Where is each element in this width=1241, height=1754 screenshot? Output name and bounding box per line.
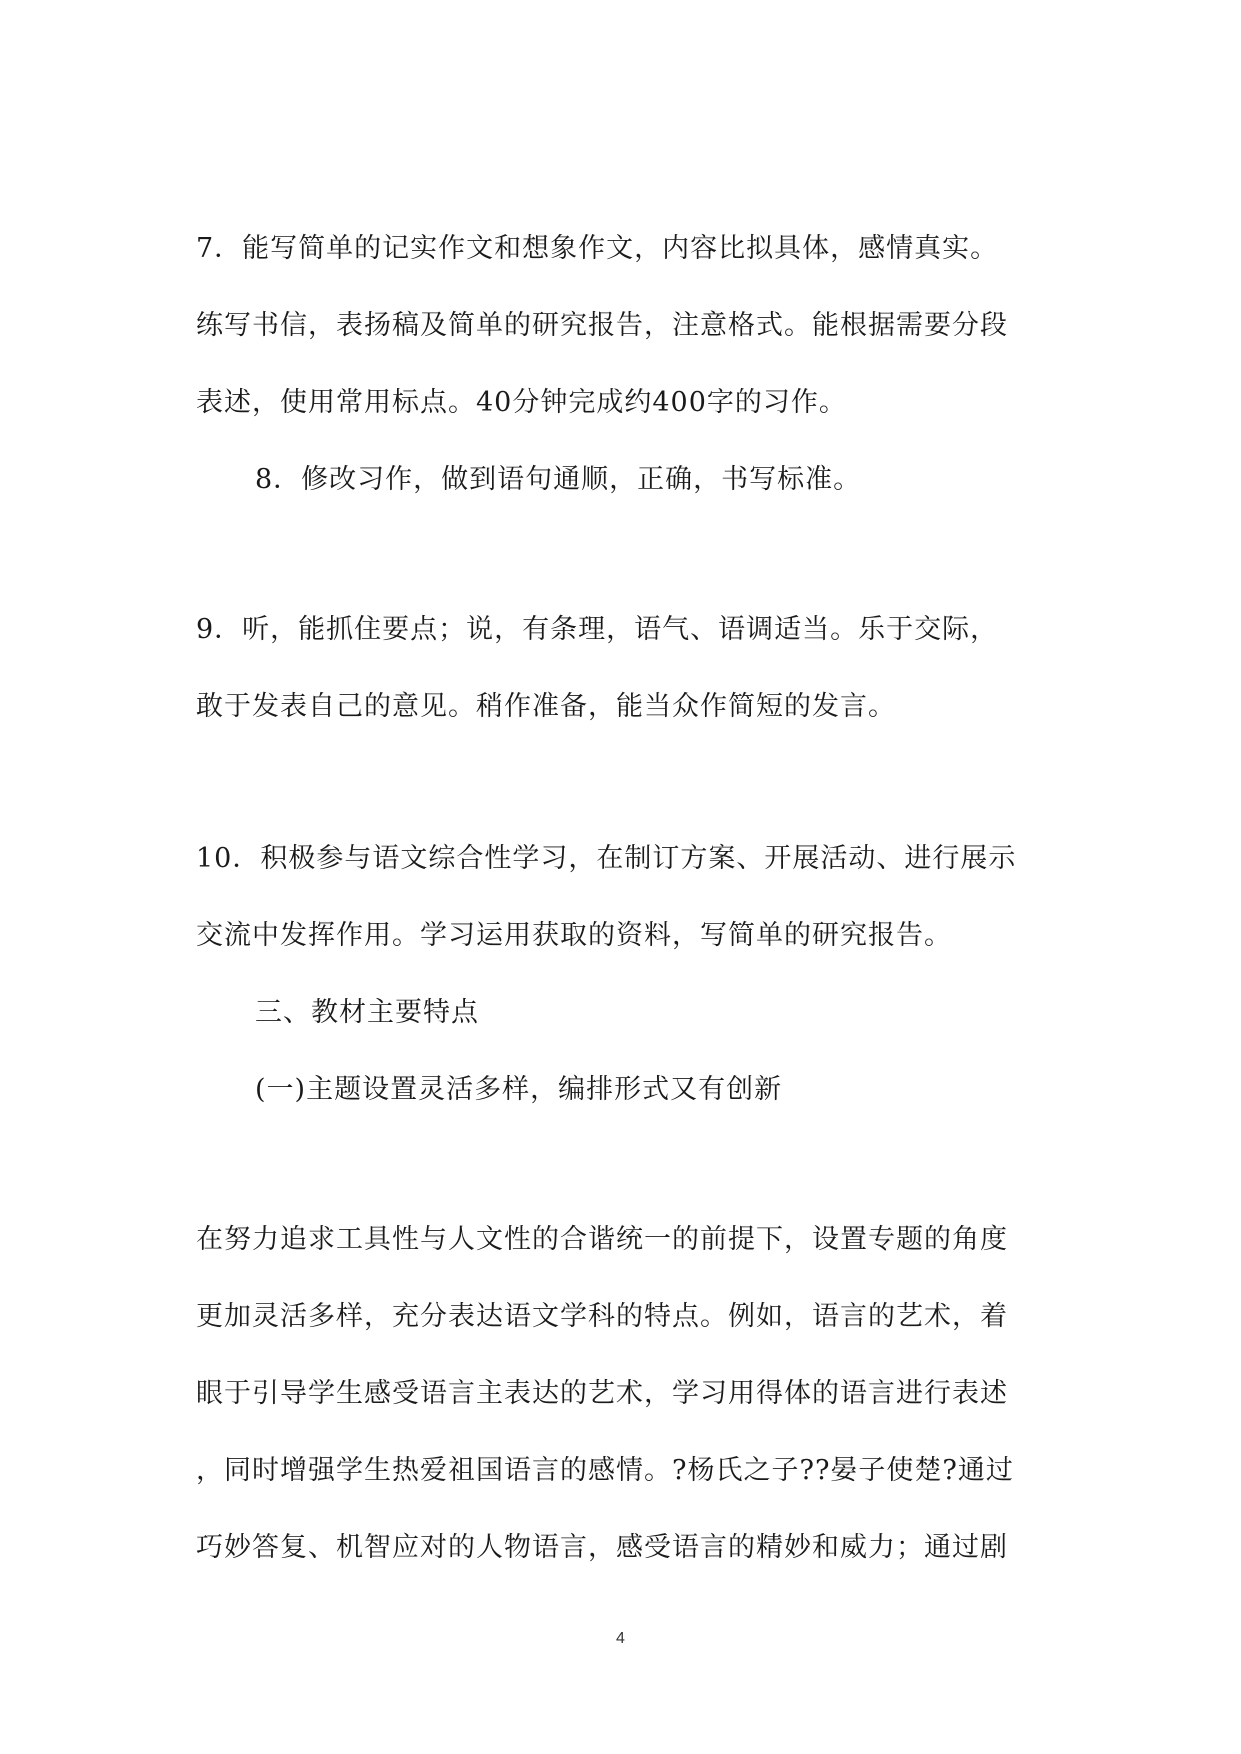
paragraph-line: 8．修改习作，做到语句通顺，正确，书写标准。 [255,464,862,495]
paragraph-line: 在努力追求工具性与人文性的合谐统一的前提下，设置专题的角度 [196,1224,1008,1255]
subsection-heading: (一)主题设置灵活多样，编排形式又有创新 [255,1074,783,1105]
paragraph-line: 交流中发挥作用。学习运用获取的资料，写简单的研究报告。 [196,920,952,951]
paragraph-line: 9．听，能抓住要点；说，有条理，语气、语调适当。乐于交际， [196,614,999,645]
paragraph-line: 更加灵活多样，充分表达语文学科的特点。例如，语言的艺术，着 [196,1301,1008,1332]
paragraph-line: 练写书信，表扬稿及简单的研究报告，注意格式。能根据需要分段 [196,310,1008,341]
paragraph-line: 敢于发表自己的意见。稍作准备，能当众作简短的发言。 [196,691,896,722]
paragraph-line: 7．能写简单的记实作文和想象作文，内容比拟具体，感情真实。 [196,233,999,264]
paragraph-line: 表述，使用常用标点。40分钟完成约400字的习作。 [196,387,847,418]
paragraph-line: 10．积极参与语文综合性学习，在制订方案、开展活动、进行展示 [196,843,1017,874]
paragraph-line: 眼于引导学生感受语言主表达的艺术，学习用得体的语言进行表述 [196,1378,1008,1409]
paragraph-line: 巧妙答复、机智应对的人物语言，感受语言的精妙和威力；通过剧 [196,1532,1008,1563]
page-number: 4 [616,1630,625,1647]
paragraph-line: ，同时增强学生热爱祖国语言的感情。?杨氏之子??晏子使楚?通过 [196,1455,1014,1486]
section-heading: 三、教材主要特点 [255,997,479,1028]
